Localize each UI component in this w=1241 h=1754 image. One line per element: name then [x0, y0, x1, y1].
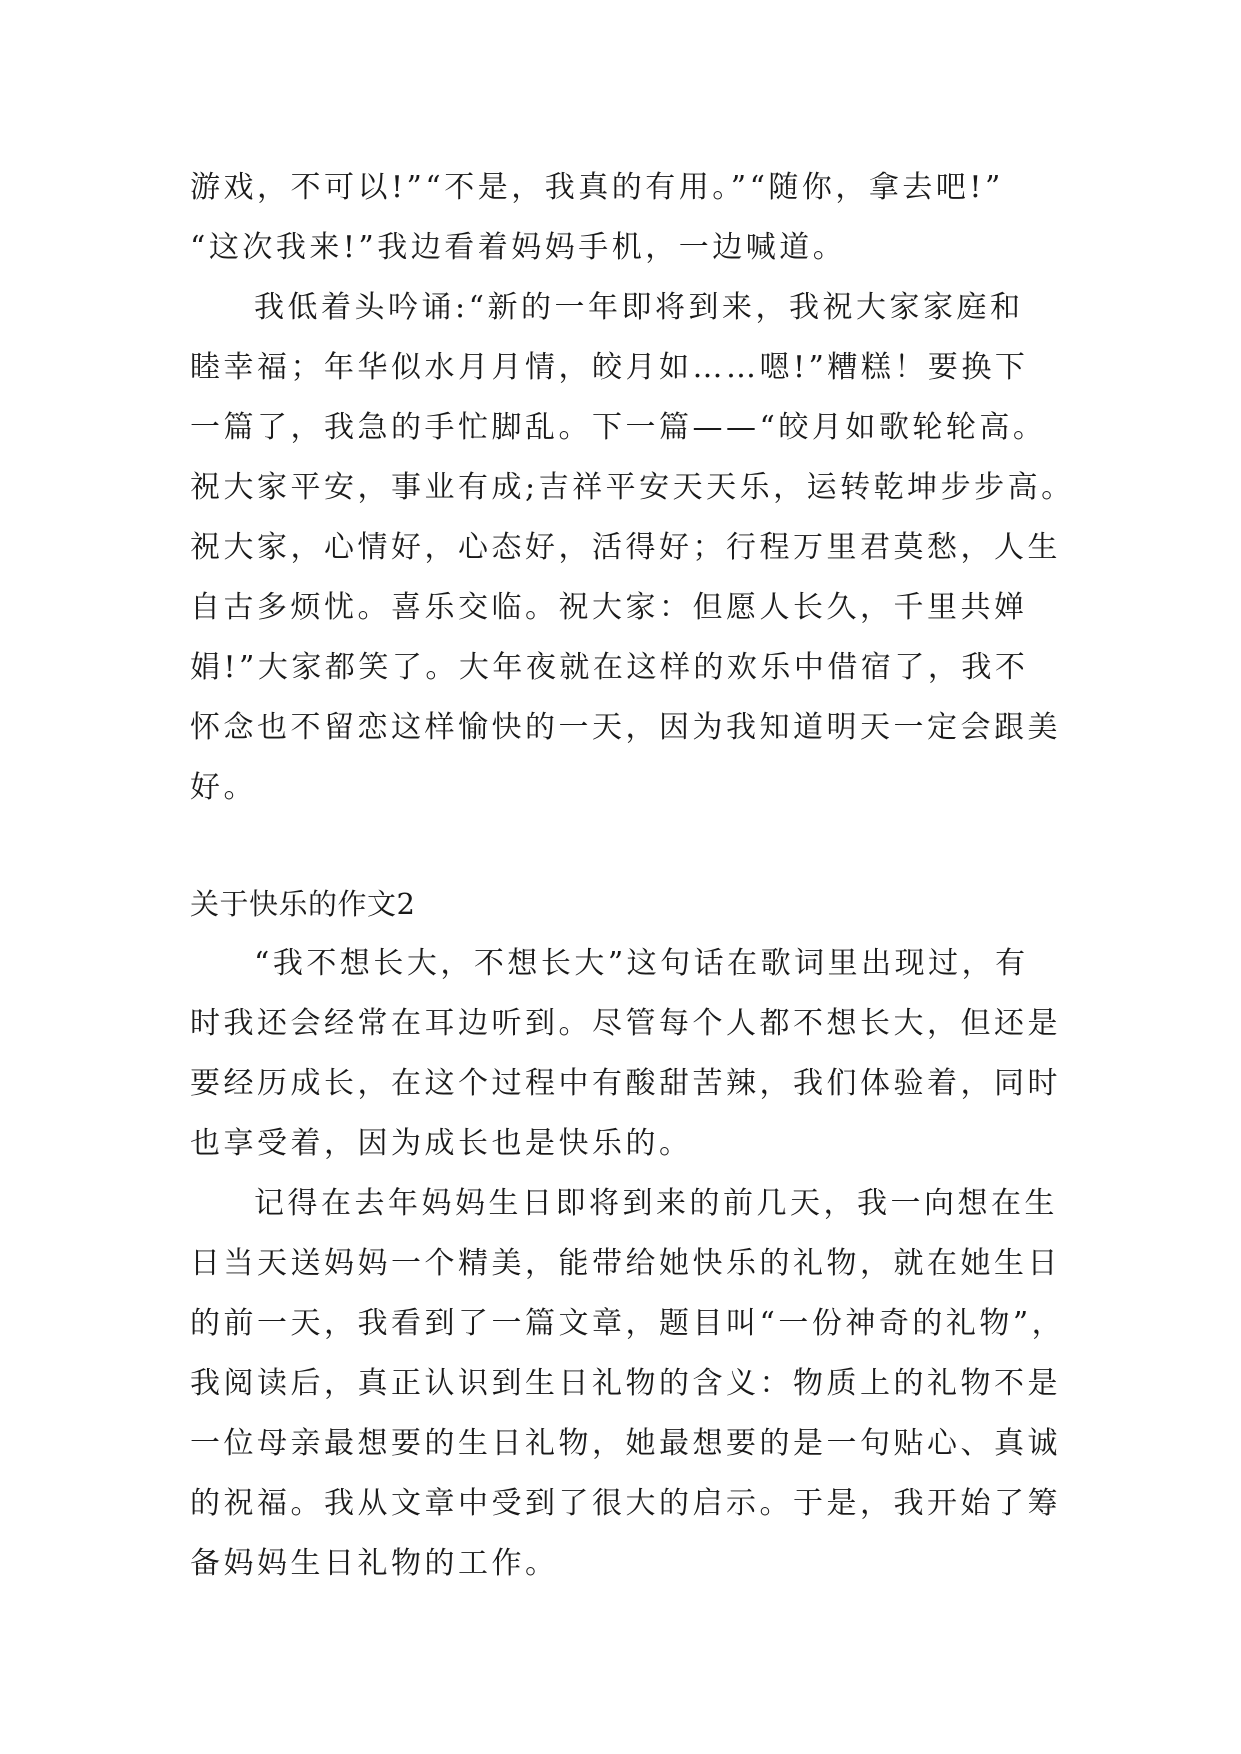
paragraph-line: 游戏，不可以!”“不是，我真的有用。”“随你，拿去吧!”	[190, 170, 1004, 205]
paragraph-line: 要经历成长，在这个过程中有酸甜苦辣，我们体验着，同时	[190, 1066, 1061, 1101]
paragraph-line: 的祝福。我从文章中受到了很大的启示。于是，我开始了筹	[190, 1486, 1061, 1521]
paragraph-line: 祝大家，心情好，心态好，活得好；行程万里君莫愁，人生	[190, 530, 1061, 565]
paragraph-line: 我阅读后，真正认识到生日礼物的含义：物质上的礼物不是	[190, 1366, 1061, 1401]
paragraph-line: 我低着头吟诵:“新的一年即将到来，我祝大家家庭和	[254, 290, 1024, 325]
paragraph-line: 娟!”大家都笑了。大年夜就在这样的欢乐中借宿了，我不	[190, 650, 1029, 685]
paragraph-line: 备妈妈生日礼物的工作。	[190, 1546, 559, 1581]
paragraph-line: 一位母亲最想要的生日礼物，她最想要的是一句贴心、真诚	[190, 1426, 1061, 1461]
paragraph-line: 好。	[190, 770, 257, 805]
paragraph-line: “我不想长大，不想长大”这句话在歌词里出现过，有	[254, 946, 1029, 981]
paragraph-line: 自古多烦忧。喜乐交临。祝大家：但愿人长久，千里共婵	[190, 590, 1028, 625]
paragraph-line: 一篇了，我急的手忙脚乱。下一篇——“皎月如歌轮轮高。	[190, 410, 1047, 445]
section-heading: 关于快乐的作文2	[190, 887, 416, 921]
paragraph-line: 怀念也不留恋这样愉快的一天，因为我知道明天一定会跟美	[190, 710, 1061, 745]
paragraph-line: 睦幸福；年华似水月月情，皎月如……嗯!”糟糕！要换下	[190, 350, 1029, 385]
section-gap	[190, 818, 1050, 874]
paragraph-line: 的前一天，我看到了一篇文章，题目叫“一份神奇的礼物”，	[190, 1306, 1066, 1341]
paragraph-line: 记得在去年妈妈生日即将到来的前几天，我一向想在生	[254, 1186, 1058, 1221]
paragraph-line: 也享受着，因为成长也是快乐的。	[190, 1126, 693, 1161]
paragraph-line: 祝大家平安，事业有成;吉祥平安天天乐，运转乾坤步步高。	[190, 470, 1075, 505]
paragraph-line: “这次我来!”我边看着妈妈手机，一边喊道。	[190, 230, 847, 265]
document-body	[190, 158, 1075, 1594]
paragraph-line: 日当天送妈妈一个精美，能带给她快乐的礼物，就在她生日	[190, 1246, 1061, 1281]
paragraph-line: 时我还会经常在耳边听到。尽管每个人都不想长大，但还是	[190, 1006, 1061, 1041]
